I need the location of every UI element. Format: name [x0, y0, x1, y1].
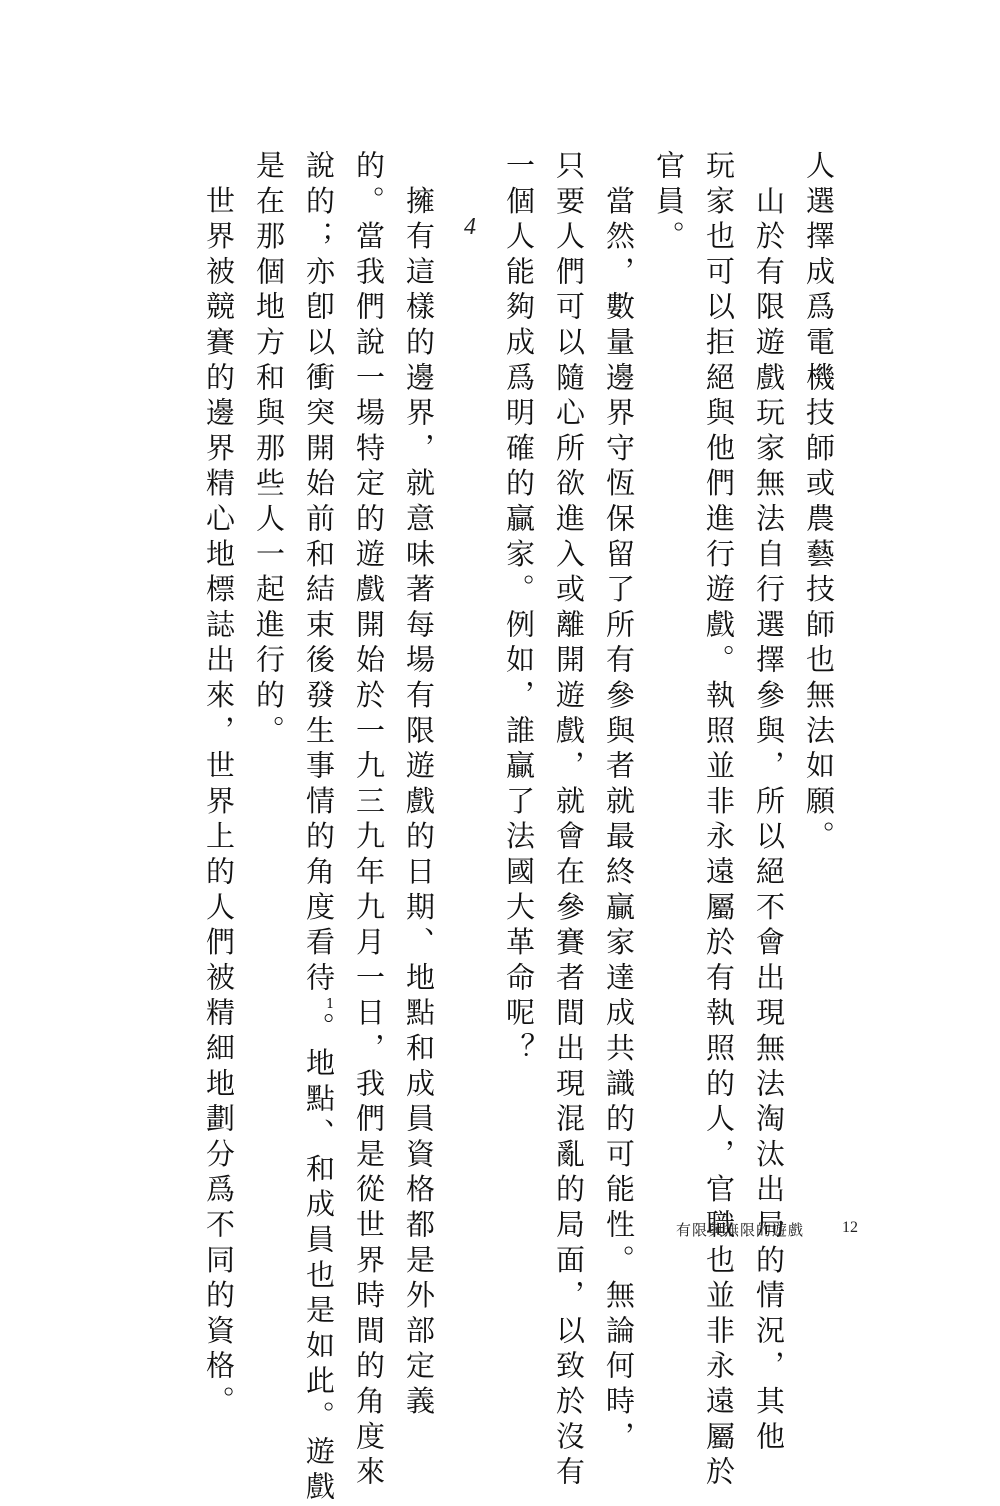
- footer-book-title: 有限與無限的遊戲: [676, 1221, 805, 1239]
- text-column-2: 山於有限遊戲玩家無法自行選擇參與，所以絕不會出現無法淘汰出局的情況，其他: [752, 150, 786, 1457]
- text-column-12: 世界被競賽的邊界精心地標誌出來，世界上的人們被精細地劃分爲不同的資格。: [202, 150, 236, 1421]
- text-column-4: 官員。: [652, 150, 686, 256]
- footer-page-number: 12: [842, 1219, 858, 1236]
- text-column-3: 玩家也可以拒絕與他們進行遊戲。執照並非永遠屬於有執照的人，官職也並非永遠屬於: [702, 150, 736, 1492]
- text-column-6: 只要人們可以隨心所欲進入或離開遊戲，就會在參賽者間出現混亂的局面，以致於沒有: [552, 150, 586, 1492]
- text-column-5: 當然，數量邊界守恆保留了所有參與者就最終贏家達成共識的可能性。無論何時，: [602, 150, 636, 1457]
- text-column-8: 擁有這樣的邊界，就意味著每場有限遊戲的日期、地點和成員資格都是外部定義: [402, 150, 436, 1421]
- text-column-9: 的。當我們說一場特定的遊戲開始於一九三九年九月一日，我們是從世界時間的角度來: [352, 150, 386, 1492]
- text-column-11: 是在那個地方和與那些人一起進行的。: [252, 150, 286, 751]
- text-column-7: 一個人能夠成爲明確的贏家。例如，誰贏了法國大革命呢？: [502, 150, 536, 1068]
- text-column-10-before: 說的；亦卽以衝突開始前和結束後發生事情的角度看待: [302, 150, 336, 998]
- text-column-1: 人選擇成爲電機技師或農藝技師也無法如願。: [802, 150, 836, 856]
- footnote-reference[interactable]: 1: [322, 997, 338, 1013]
- section-number: 4: [464, 214, 476, 240]
- text-column-10: [301, 150, 348, 1506]
- text-column-10-after: 。地點、和成員也是如此。遊戲: [302, 1012, 336, 1506]
